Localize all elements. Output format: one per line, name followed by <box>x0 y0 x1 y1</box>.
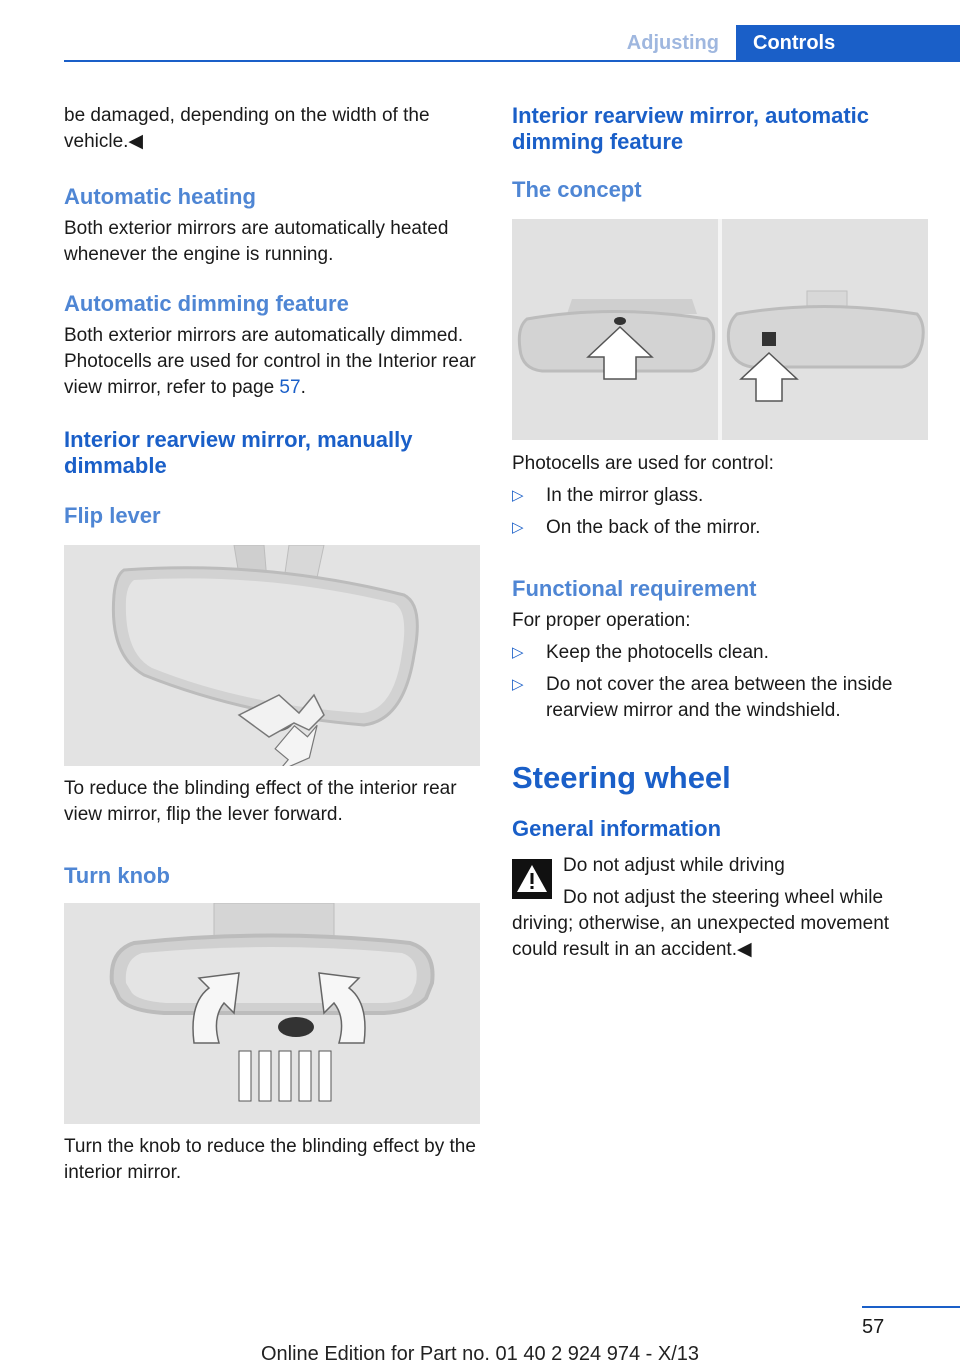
flip-lever-drawing <box>64 545 480 766</box>
list-item-text: Keep the photocells clean. <box>546 642 769 663</box>
automatic-dimming-text-before: Both exterior mirrors are automatically dimmed. Photocells are used for control in the Interior rear view mirror, refer to page <box>64 325 476 398</box>
turn-knob-caption: Turn the knob to reduce the blinding effect by the interior mirror. <box>64 1136 476 1183</box>
list-item <box>512 672 928 724</box>
turn-knob-illustration <box>64 903 480 1124</box>
concept-caption: Photocells are used for control: <box>512 453 774 474</box>
triangle-bullet-icon: ▷ <box>512 644 524 661</box>
list-item <box>512 483 928 509</box>
warning-title: Do not adjust while driving <box>563 855 785 876</box>
edition-footer: Online Edition for Part no. 01 40 2 924 974 - X/13 <box>260 1343 700 1365</box>
list-item-text: Do not cover the area between the inside rearview mirror and the windshield. <box>546 674 893 721</box>
concept-list <box>512 483 928 541</box>
header-divider <box>64 60 960 62</box>
automatic-dimming-title: Automatic dimming feature <box>64 291 349 316</box>
flip-lever-title: Flip lever <box>64 503 161 528</box>
warning-triangle-icon <box>512 859 552 899</box>
auto-mirror-heading: Interior rearview mirror, automatic dimming feature <box>512 103 870 154</box>
turn-knob-title: Turn knob <box>64 863 170 888</box>
triangle-bullet-icon: ▷ <box>512 487 524 504</box>
functional-requirement-caption: For proper operation: <box>512 610 691 631</box>
list-item-text: In the mirror glass. <box>546 485 704 506</box>
list-item <box>512 640 928 666</box>
triangle-bullet-icon: ▷ <box>512 676 524 693</box>
flip-lever-caption: To reduce the blinding effect of the interior rear view mirror, flip the lever forward. <box>64 778 457 825</box>
automatic-dimming-text <box>64 323 480 401</box>
flip-lever-illustration <box>64 545 480 766</box>
turn-knob-drawing <box>64 903 480 1124</box>
header-tab-controls: Controls <box>736 25 960 61</box>
page-link[interactable]: 57 <box>279 377 301 398</box>
right-column <box>512 98 928 963</box>
triangle-bullet-icon: ▷ <box>512 519 524 536</box>
concept-drawing <box>512 219 928 440</box>
automatic-dimming-text-after: . <box>300 377 306 398</box>
concept-illustration <box>512 219 928 440</box>
footer-divider <box>862 1306 960 1308</box>
warning-text-continued: driving; otherwise, an unexpected movement could result in an accident.◀ <box>512 913 890 960</box>
steering-wheel-title: Steering wheel <box>512 760 731 795</box>
warning-first-line: Do not adjust the steering wheel while <box>563 887 884 908</box>
concept-title: The concept <box>512 177 642 202</box>
automatic-heating-title: Automatic heating <box>64 184 256 209</box>
list-item <box>512 515 928 541</box>
warning-block <box>512 853 928 911</box>
automatic-heating-text: Both exterior mirrors are automatically heated whenever the engine is running. <box>64 218 449 265</box>
header-section-label: Adjusting <box>626 32 719 54</box>
general-information-title: General information <box>512 816 722 841</box>
intro-text: be damaged, depending on the width of the vehicle.◀ <box>64 105 430 152</box>
list-item-text: On the back of the mirror. <box>546 517 761 538</box>
functional-requirement-title: Functional requirement <box>512 576 757 601</box>
manual-mirror-heading: Interior rearview mirror, manually dimmable <box>64 427 413 478</box>
functional-list <box>512 640 928 724</box>
page-number: 57 <box>862 1316 885 1338</box>
left-column <box>64 98 480 1186</box>
